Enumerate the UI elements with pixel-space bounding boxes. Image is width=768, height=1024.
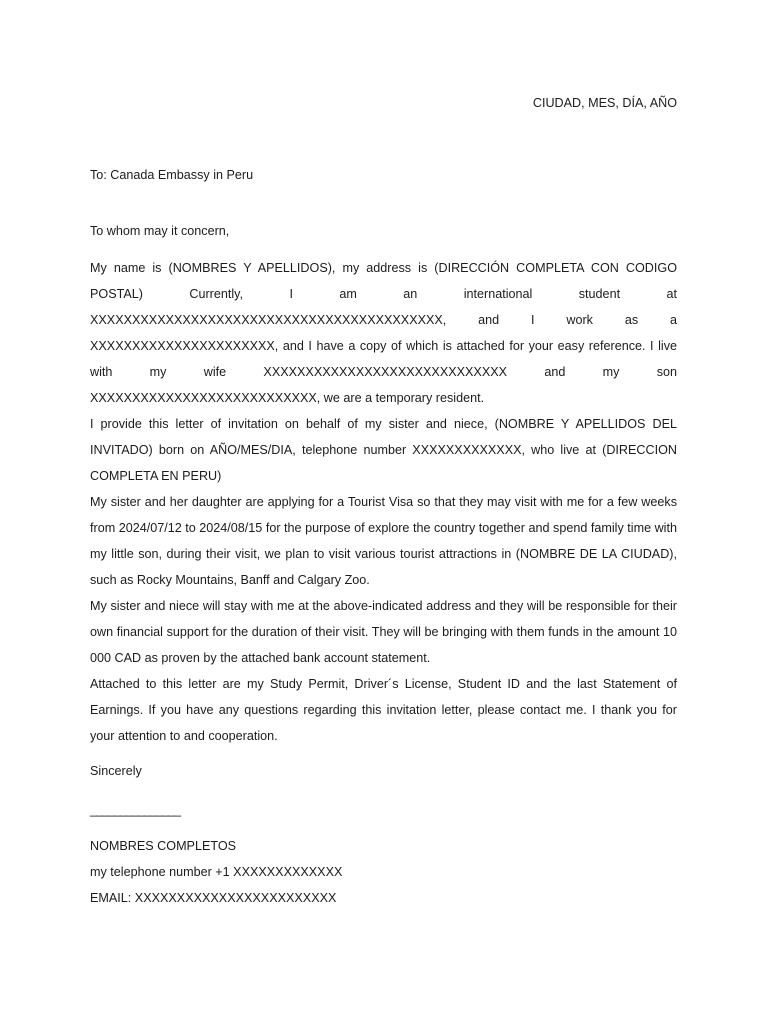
- body-paragraph-financial-support: My sister and niece will stay with me at the above-indicated address and they will be responsible for their own financial support for the duration of their visit. They will be bringing with them funds in the amount 10 000 CAD as proven by the attached bank account statement.: [90, 599, 677, 665]
- signature-line: _______________: [90, 803, 181, 817]
- signature-block: [90, 833, 342, 911]
- body-paragraph-visit-purpose: My sister and her daughter are applying for a Tourist Visa so that they may visit with me for a few weeks from 2024/07/12 to 2024/08/15 for the purpose of explore the country together and spend family time with my little son, during their visit, we plan to visit various tourist attractions in (NOMBRE DE LA CIUDAD), such as Rocky Mountains, Banff and Calgary Zoo.: [90, 495, 677, 587]
- body-paragraph-invitation: I provide this letter of invitation on behalf of my sister and niece, (NOMBRE Y APELLIDOS DEL INVITADO) born on AÑO/MES/DIA, telephone number XXXXXXXXXXXXX, who live at (DIRECCION COMPLETA EN PERU): [90, 417, 677, 483]
- letter-body: [90, 255, 677, 749]
- date-line: CIUDAD, MES, DÍA, AÑO: [532, 96, 677, 110]
- sender-telephone: my telephone number +1 XXXXXXXXXXXXX: [90, 865, 343, 879]
- sender-full-name: NOMBRES COMPLETOS: [90, 839, 237, 853]
- salutation: To whom may it concern,: [90, 224, 230, 238]
- body-paragraph-introduction: My name is (NOMBRES Y APELLIDOS), my address is (DIRECCIÓN COMPLETA CON CODIGO POSTAL) Currently, I am an international student at XXXXXXXXXXXXXXXXXXXXXXXXXXXXXXXXXXXXXXXXXX, and I work as a XXXXXXXXXXXXXXXXXXXXXX, and I have a copy of which is attached for your easy reference. I live with my wife XXXXXXXXXXXXXXXXXXXXXXXXXXXXX and my son XXXXXXXXXXXXXXXXXXXXXXXXXXX, we are a temporary resident.: [90, 261, 677, 405]
- body-paragraph-attachments: Attached to this letter are my Study Permit, Driver´s License, Student ID and the last Statement of Earnings. If you have any questions regarding this invitation letter, please contact me. I thank you for your attention to and cooperation.: [90, 677, 677, 743]
- sender-email: EMAIL: XXXXXXXXXXXXXXXXXXXXXXXX: [90, 891, 337, 905]
- recipient-line: To: Canada Embassy in Peru: [90, 168, 254, 182]
- closing: Sincerely: [90, 764, 142, 778]
